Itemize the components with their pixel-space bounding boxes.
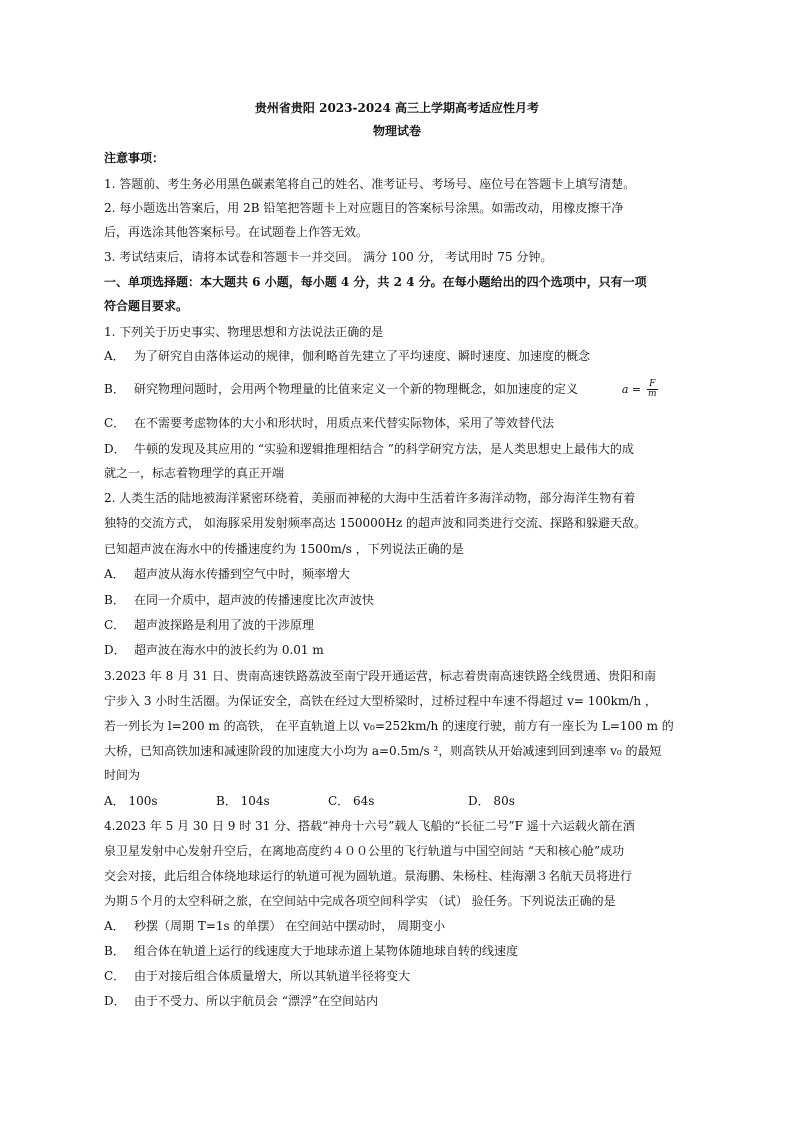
q4-stem-3: 交会对接，此后组合体绕地球运行的轨道可视为圆轨道。景海鹏、朱杨柱、桂海潮３名航天员将进行 — [104, 869, 633, 883]
q3-option-b: B． 104s — [216, 794, 270, 808]
option-label: D． — [104, 442, 126, 456]
option-label: D． — [104, 994, 126, 1008]
q3-stem-5: 时间为 — [104, 768, 141, 782]
option-label: B． — [104, 593, 125, 607]
q2-option-b-text: 在同一介质中，超声波的传播速度比次声波快 — [134, 593, 375, 607]
notice-item-1: 1. 答题前、考生务必用黑色碳素笔将自己的姓名、准考证号、考场号、座位号在答题卡上填写清楚。 — [104, 177, 636, 191]
q2-option-c — [104, 618, 314, 632]
notice-item-2-cont: 后，再选涂其他答案标号。在试题卷上作答无效。 — [104, 225, 369, 239]
option-label: C． — [104, 618, 126, 632]
acceleration-formula-lhs: a = — [621, 383, 642, 396]
q3-options — [104, 794, 515, 808]
q1-option-c — [104, 416, 554, 430]
q1-option-d-text: 牛顿的发现及其应用的 “实验和逻辑推理相结合 ”的科学研究方法，是人类思想史上最伟大的成 — [134, 442, 634, 456]
acceleration-formula-fraction — [647, 380, 658, 399]
q2-stem-1: 2. 人类生活的陆地被海洋紧密环绕着，美丽而神秘的大海中生活着许多海洋动物，部分海洋生物有着 — [104, 491, 636, 505]
option-label: B． — [104, 944, 125, 958]
q2-stem-2: 独特的交流方式， 如海豚采用发射频率高达 150000Hz 的超声波和同类进行交流、探路和躲避天敌。 — [104, 516, 647, 530]
q4-option-d — [104, 994, 378, 1008]
option-label: C． — [104, 416, 126, 430]
option-label: A． — [104, 567, 125, 581]
option-label: A． — [104, 349, 125, 363]
q4-stem-1: 4.2023 年 5 月 30 日 9 时 31 分、搭载“神舟十六号”载人飞船的“长征二号”F 遥十六运载火箭在酒 — [104, 819, 635, 833]
q4-option-d-text: 由于不受力、所以宇航员会 “漂浮”在空间站内 — [134, 994, 379, 1008]
option-label: C． — [104, 969, 126, 983]
q2-option-b — [104, 593, 374, 607]
q1-option-a-text: 为了研究自由落体运动的规律，伽利略首先建立了平均速度、瞬时速度、加速度的概念 — [134, 349, 591, 363]
q2-option-d-text: 超声波在海水中的波长约为 0.01 m — [134, 643, 324, 657]
q3-stem-2: 宁步入 3 小时生活圈。为保证安全，高铁在经过大型桥梁时，过桥过程中车速不得超过 v= 100km/h ， — [104, 694, 657, 708]
q4-option-b — [104, 944, 518, 958]
q4-stem-4: 为期５个月的太空科研之旅，在空间站中完成各项空间科学实 （试） 验任务。下列说法正确的是 — [104, 894, 616, 908]
q1-option-d — [104, 442, 634, 456]
q2-option-a — [104, 567, 350, 581]
q2-option-c-text: 超声波探路是利用了波的干涉原理 — [134, 618, 315, 632]
exam-subtitle: 物理试卷 — [372, 124, 421, 138]
exam-title: 贵州省贵阳 2023-2024 高三上学期高考适应性月考 — [254, 101, 540, 115]
q3-option-c: C． 64s — [328, 794, 375, 808]
q4-option-c-text: 由于对接后组合体质量增大，所以其轨道半径将变大 — [134, 969, 411, 983]
q4-stem-2: 泉卫星发射中心发射升空后，在离地高度约４００公里的飞行轨道与中国空间站 “天和核心舱”成功 — [104, 844, 625, 858]
section-heading-cont: 符合题目要求。 — [104, 299, 189, 313]
q1-stem: 1. 下列关于历史事实、物理思想和方法说法正确的是 — [104, 325, 384, 339]
q3-option-d: D． 80s — [468, 794, 515, 808]
q1-option-a — [104, 349, 590, 363]
q2-option-d — [104, 643, 324, 657]
q3-option-a: A． 100s — [104, 794, 158, 808]
q4-option-b-text: 组合体在轨道上运行的线速度大于地球赤道上某物体随地球自转的线速度 — [134, 944, 519, 958]
q3-stem-4: 大桥，已知高铁加速和减速阶段的加速度大小均为 a=0.5m/s ²，则高铁从开始减速到回到速率 v₀ 的最短 — [104, 744, 662, 758]
notice-heading: 注意事项： — [104, 151, 165, 165]
section-heading: 一、单项选择题：本大题共 6 小题，每小题 4 分，共 2 4 分。在每小题给出的四个选项中，只有一项 — [104, 275, 647, 289]
option-label: D． — [104, 643, 126, 657]
q2-stem-3: 已知超声波在海水中的传播速度约为 1500m/s ，下列说法正确的是 — [104, 542, 464, 556]
q4-option-c — [104, 969, 410, 983]
q2-option-a-text: 超声波从海水传播到空气中时，频率增大 — [134, 567, 351, 581]
option-label: A． — [104, 919, 125, 933]
fraction-numerator: F — [647, 380, 658, 390]
q1-option-c-text: 在不需要考虑物体的大小和形状时，用质点来代替实际物体，采用了等效替代法 — [134, 416, 555, 430]
q3-stem-1: 3.2023 年 8 月 31 日、贵南高速铁路荔波至南宁段开通运营，标志着贵南高速铁路全线贯通、贵阳和南 — [104, 669, 656, 683]
q1-option-b — [104, 380, 658, 399]
q4-option-a — [104, 919, 445, 933]
notice-item-2: 2. 每小题选出答案后，用 2B 铅笔把答题卡上对应题目的答案标号涂黑。如需改动，用橡皮擦干净 — [104, 201, 624, 215]
q3-stem-3: 若一列长为 l=200 m 的高铁， 在平直轨道上以 v₀=252km/h 的速度行驶，前方有一座长为 L=100 m 的 — [104, 719, 674, 733]
notice-item-3: 3. 考试结束后，请将本试卷和答题卡一并交回。 满分 100 分， 考试用时 75 分钟。 — [104, 250, 553, 264]
option-label: B． — [104, 382, 125, 396]
fraction-denominator: m — [647, 389, 657, 399]
q1-option-d-cont: 就之一，标志着物理学的真正开端 — [104, 466, 285, 480]
q1-option-b-text: 研究物理问题时，会用两个物理量的比值来定义一个新的物理概念，如加速度的定义 — [134, 382, 579, 396]
q4-option-a-text: 秒摆（周期 T=1s 的单摆） 在空间站中摆动时， 周期变小 — [134, 919, 446, 933]
